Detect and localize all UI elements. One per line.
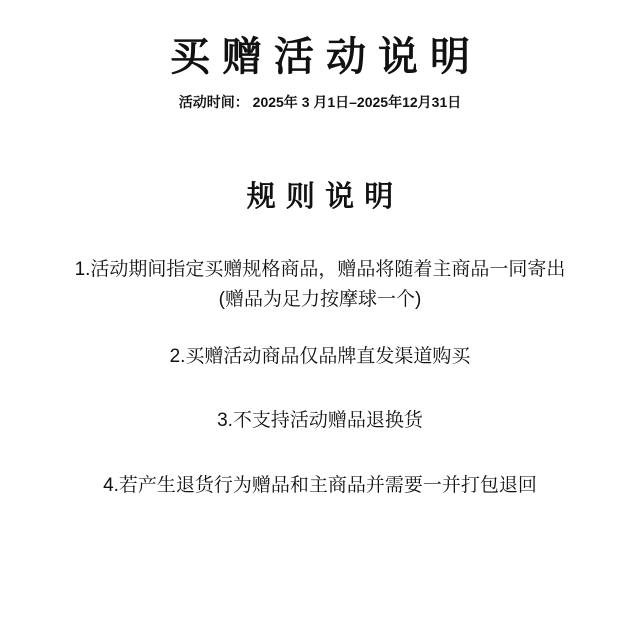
rule-item-2: 2.买赠活动商品仅品牌直发渠道购买 <box>169 346 471 367</box>
rules-heading: 规则说明 <box>246 181 404 213</box>
rule-1-line-1: 1.活动期间指定买赠规格商品，赠品将随着主商品一同寄出 <box>74 259 566 280</box>
rules-list <box>0 255 640 501</box>
rule-item-1 <box>0 255 640 315</box>
rule-item-3: 3.不支持活动赠品退换货 <box>217 410 423 431</box>
page-title: 买赠活动说明 <box>170 35 482 79</box>
event-time: 活动时间： 2025年 3 月1日–2025年12月31日 <box>178 94 462 110</box>
rule-item-4: 4.若产生退货行为赠品和主商品并需要一并打包退回 <box>103 475 537 496</box>
rule-1-line-2: (赠品为足力按摩球一个) <box>218 289 422 310</box>
